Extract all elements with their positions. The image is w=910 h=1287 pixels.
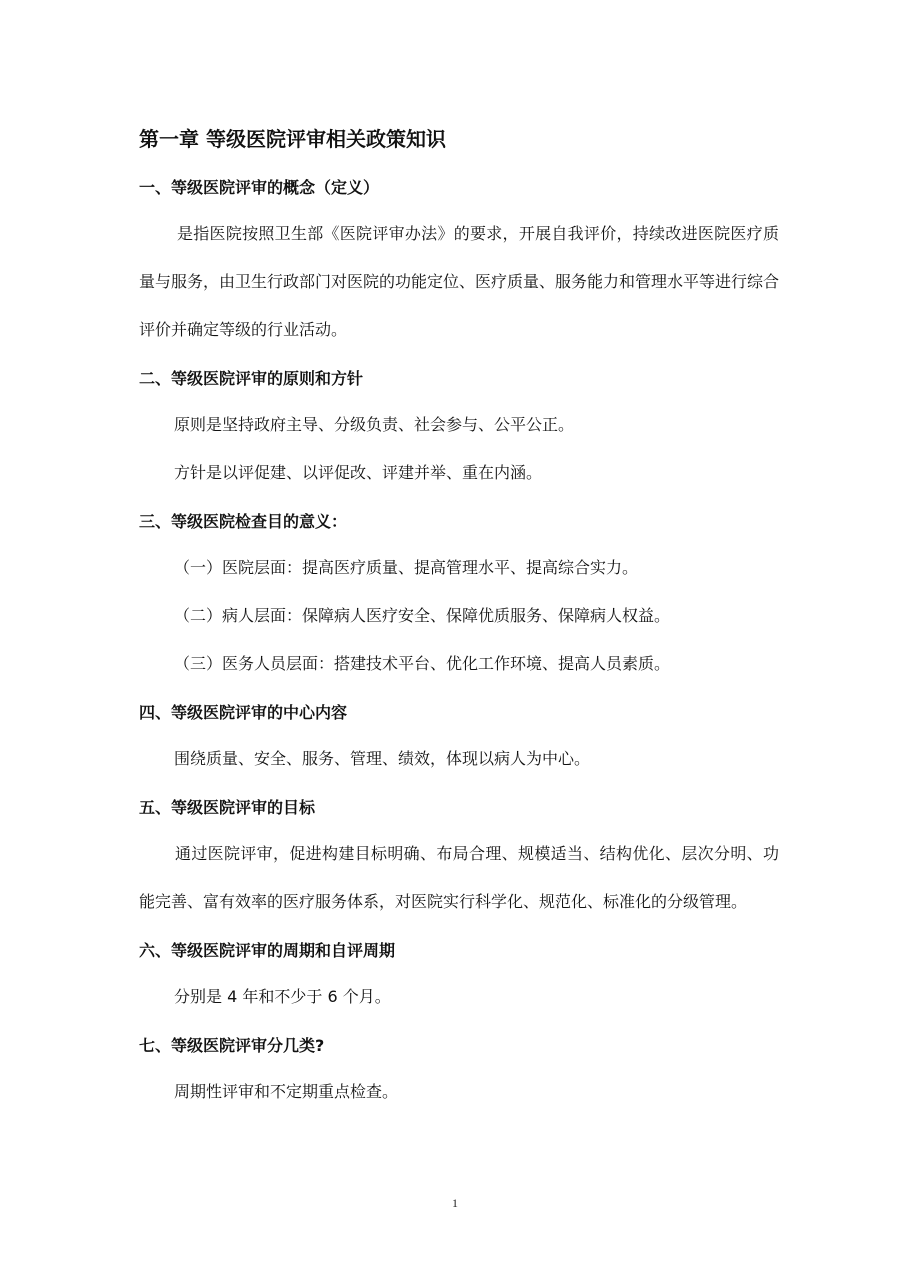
section-3-line-3: （三）医务人员层面：搭建技术平台、优化工作环境、提高人员素质。 — [174, 654, 671, 673]
page-number: 1 — [452, 1196, 458, 1210]
section-heading-6: 六、等级医院评审的周期和自评周期 — [139, 941, 396, 960]
section-heading-3: 三、等级医院检查目的意义： — [139, 512, 348, 531]
section-7-line-1: 周期性评审和不定期重点检查。 — [174, 1082, 399, 1101]
section-heading-4: 四、等级医院评审的中心内容 — [139, 703, 348, 722]
document-body — [139, 125, 779, 1128]
section-5-paragraph: 通过医院评审，促进构建目标明确、布局合理、规模适当、结构优化、层次分明、功能完善、富有效率的医疗服务体系，对医院实行科学化、规范化、标准化的分级管理。 — [139, 844, 779, 911]
section-3-line-2: （二）病人层面：保障病人医疗安全、保障优质服务、保障病人权益。 — [174, 606, 671, 625]
section-heading-2: 二、等级医院评审的原则和方针 — [139, 369, 364, 388]
section-heading-1: 一、等级医院评审的概念（定义） — [139, 178, 380, 197]
section-heading-7: 七、等级医院评审分几类? — [139, 1036, 325, 1055]
section-3-line-1: （一）医院层面：提高医疗质量、提高管理水平、提高综合实力。 — [174, 558, 639, 577]
section-6-line-1: 分别是 4 年和不少于 6 个月。 — [174, 987, 391, 1006]
section-2-line-2: 方针是以评促建、以评促改、评建并举、重在内涵。 — [174, 463, 543, 482]
section-4-line-1: 围绕质量、安全、服务、管理、绩效，体现以病人为中心。 — [174, 749, 591, 768]
section-heading-5: 五、等级医院评审的目标 — [139, 798, 316, 817]
section-2-line-1: 原则是坚持政府主导、分级负责、社会参与、公平公正。 — [174, 415, 575, 434]
chapter-title: 第一章 等级医院评审相关政策知识 — [139, 127, 446, 151]
section-1-paragraph: 是指医院按照卫生部《医院评审办法》的要求，开展自我评价，持续改进医院医疗质量与服务，由卫生行政部门对医院的功能定位、医疗质量、服务能力和管理水平等进行综合评价并确定等级的行业活动。 — [139, 224, 780, 339]
